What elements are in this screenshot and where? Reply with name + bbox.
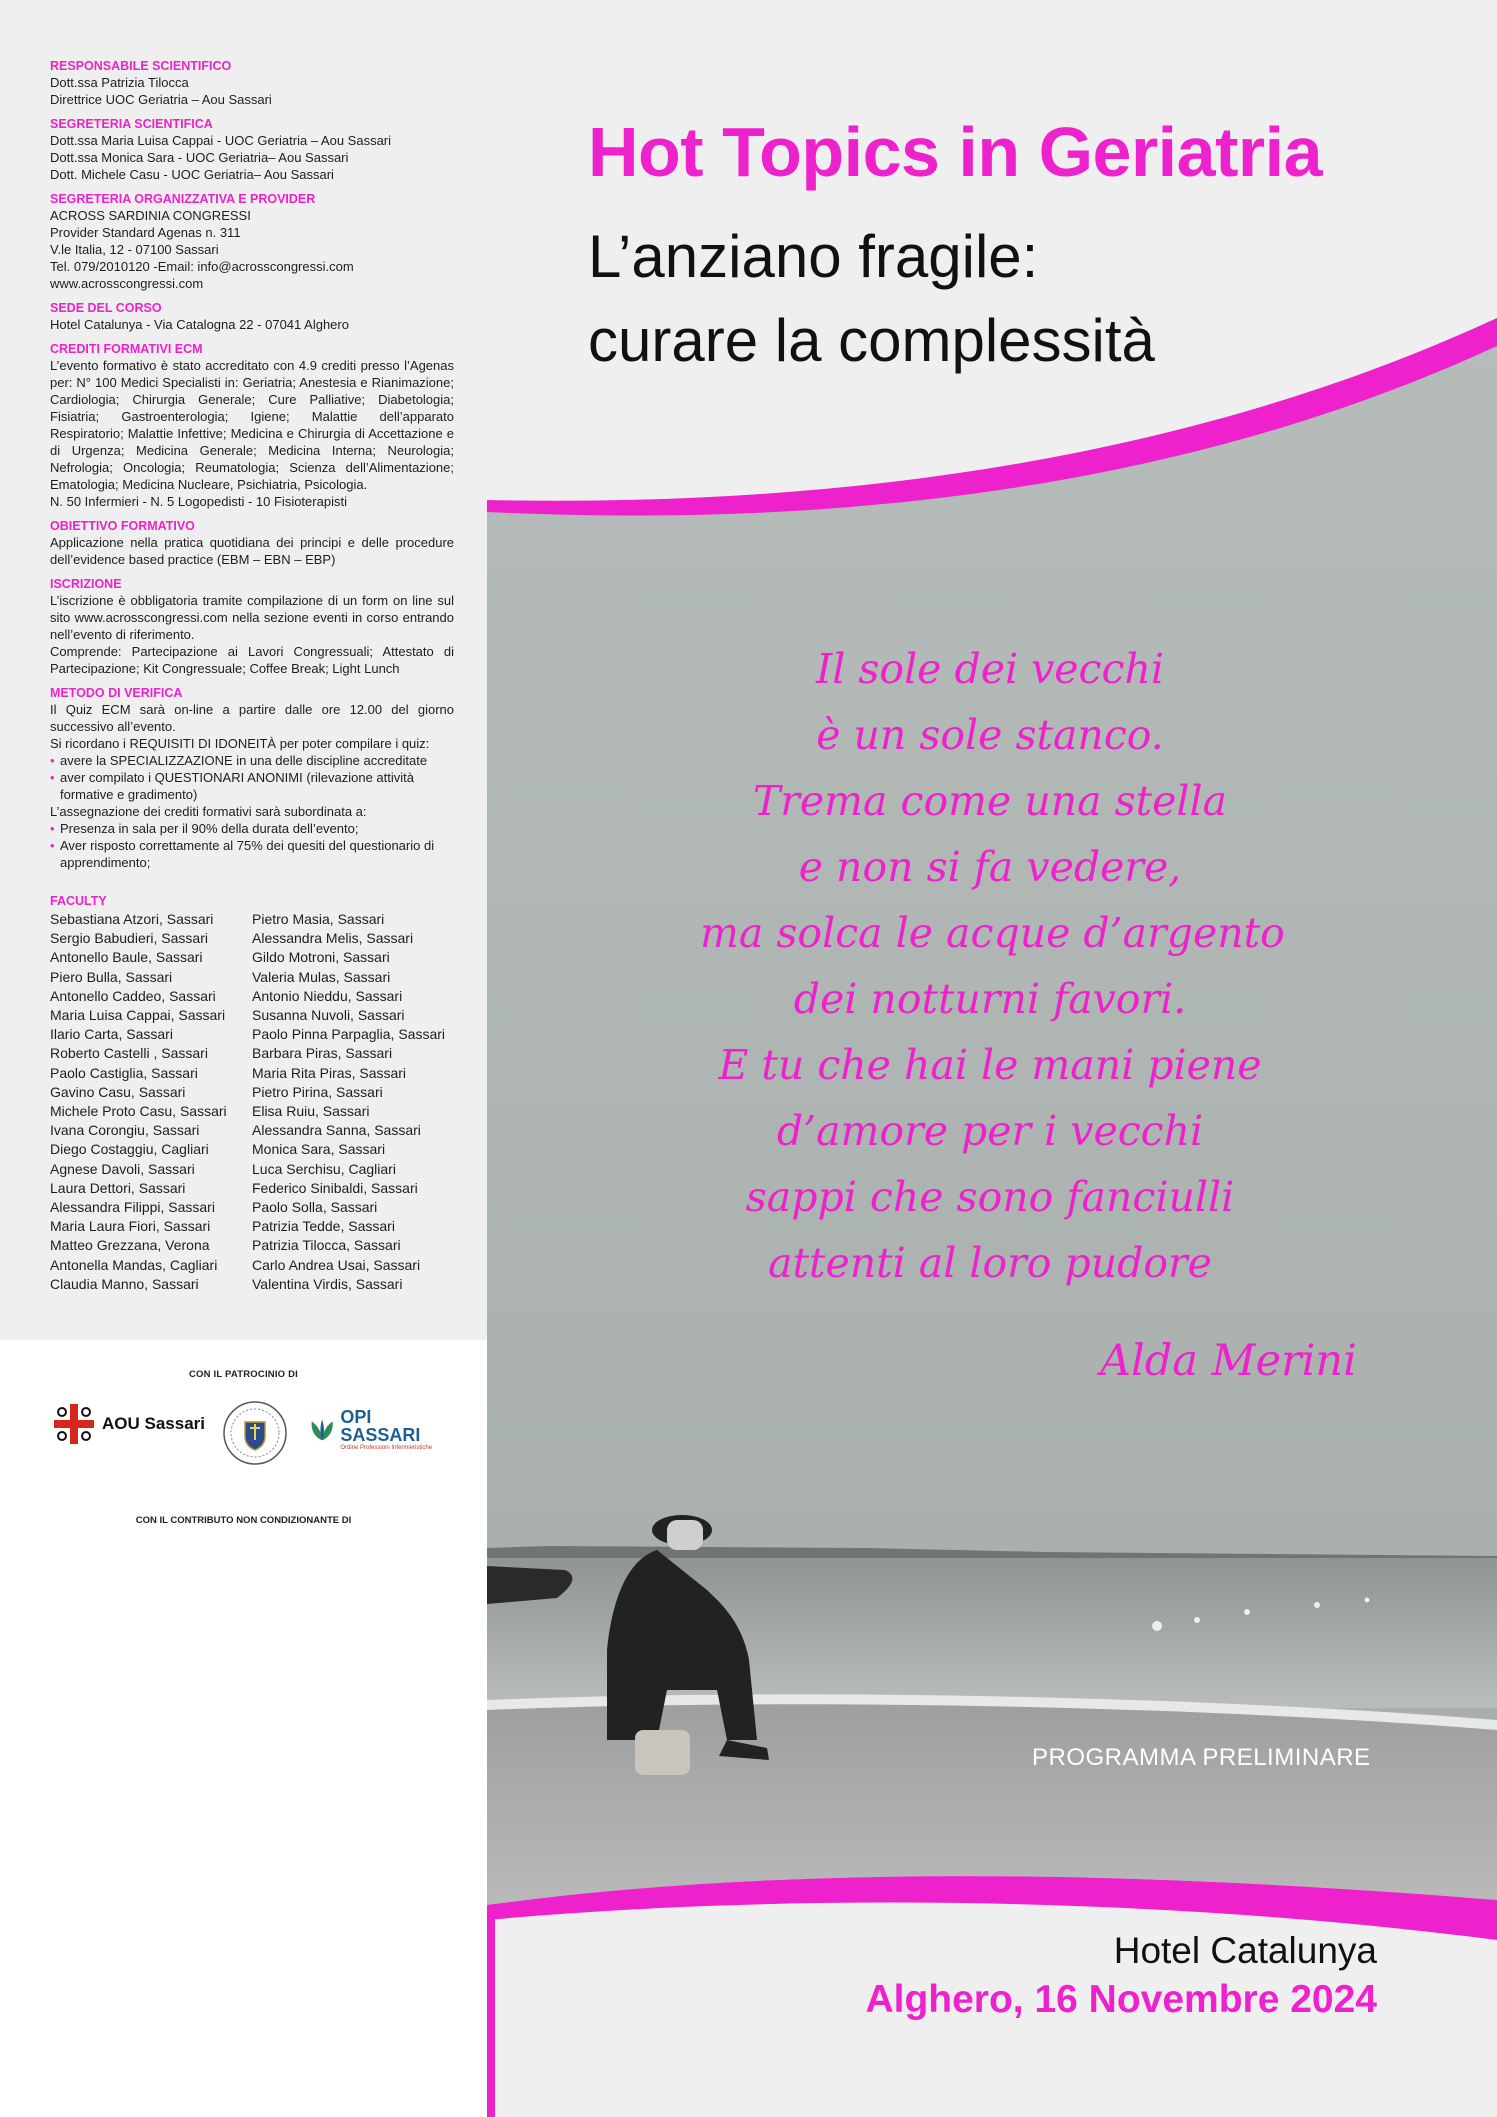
faculty-member: Elisa Ruiu, Sassari	[252, 1103, 370, 1120]
opi-logo-subtitle: Ordine Professioni Infermieristiche	[340, 1445, 433, 1451]
faculty-member: Roberto Castelli , Sassari	[50, 1045, 208, 1062]
list-item: • Presenza in sala per il 90% della durata dell’evento;	[50, 820, 454, 837]
event-subtitle	[588, 215, 1155, 383]
info-section	[50, 518, 454, 568]
list-item: • Aver risposto correttamente al 75% dei quesiti del questionario di apprendimento;	[50, 837, 454, 871]
section-title: RESPONSABILE SCIENTIFICO	[50, 59, 232, 73]
info-section	[50, 341, 454, 510]
section-title: CREDITI FORMATIVI ECM	[50, 342, 203, 356]
info-section	[50, 300, 454, 333]
opi-logo	[308, 1408, 450, 1452]
faculty-member: Luca Serchisu, Cagliari	[252, 1160, 396, 1177]
requirements-list	[50, 752, 454, 803]
section-line: L’evento formativo è stato accreditato con 4.9 crediti presso l’Agenas per: N° 100 Medici Specialisti in: Geriatria; Anestesia e Rianimazione; Cardiologia; Chirurgia Generale; Cure Palliative; Diabetologia; Fisiatria; Gastroenterologia; Igiene; Malattie dell’apparato Respiratorio; Malattie Infettive; Medicina e Chirurgia di Accettazione e di Urgenza; Medicina Generale; Medicina Interna; Neurologia; Nefrologia; Oncologia; Reumatologia; Scienza dell’Alimentazione; Ematologia; Medicina Nucleare, Psichiatria, Psicologia.	[50, 358, 454, 492]
poem-line: d’amore per i vecchi	[776, 1107, 1204, 1155]
section-title: METODO DI VERIFICA	[50, 686, 183, 700]
poem-line: e non si fa vedere,	[798, 843, 1182, 891]
contributo-label: CON IL CONTRIBUTO NON CONDIZIONANTE DI	[135, 1515, 352, 1526]
aou-logo	[50, 1400, 205, 1448]
faculty-member: Agnese Davoli, Sassari	[50, 1160, 195, 1177]
event-title: Hot Topics in Geriatria	[588, 113, 1322, 191]
faculty-member: Matteo Grezzana, Verona	[50, 1237, 210, 1254]
venue-name: Hotel Catalunya	[1113, 1930, 1377, 1971]
faculty-member: Maria Laura Fiori, Sassari	[50, 1218, 211, 1235]
section-verifica	[50, 685, 454, 871]
faculty-member: Paolo Solla, Sassari	[252, 1199, 378, 1216]
section-line: Dott. Michele Casu - UOC Geriatria– Aou Sassari	[50, 167, 334, 182]
poem-line: dei notturni favori.	[793, 975, 1187, 1023]
faculty-member: Susanna Nuvoli, Sassari	[252, 1007, 405, 1024]
info-section	[50, 116, 454, 183]
faculty-member: Gavino Casu, Sassari	[50, 1083, 186, 1100]
section-line: Comprende: Partecipazione ai Lavori Congressuali; Attestato di Partecipazione; Kit Congressuale; Coffee Break; Light Lunch	[50, 644, 454, 676]
poem-line: ma solca le acque d’argento	[700, 909, 1285, 957]
faculty-title: FACULTY	[50, 894, 107, 908]
section-line: N. 50 Infermieri - N. 5 Logopedisti - 10 Fisioterapisti	[50, 494, 347, 509]
faculty-member: Carlo Andrea Usai, Sassari	[252, 1256, 421, 1273]
list-item: • aver compilato i QUESTIONARI ANONIMI (rilevazione attività formative e gradimento)	[50, 769, 454, 803]
faculty-member: Barbara Piras, Sassari	[252, 1045, 393, 1062]
subtitle-line-2: curare la complessità	[588, 307, 1155, 374]
poem-line: sappi che sono fanciulli	[745, 1173, 1235, 1221]
faculty-member: Paolo Castiglia, Sassari	[50, 1064, 198, 1081]
faculty-member: Paolo Pinna Parpaglia, Sassari	[252, 1026, 446, 1043]
poem-line: Il sole dei vecchi	[816, 645, 1164, 693]
poem-line: E tu che hai le mani piene	[718, 1041, 1262, 1089]
section-line: Tel. 079/2010120 -Email: info@acrosscongressi.com	[50, 259, 354, 274]
faculty-member: Maria Rita Piras, Sassari	[252, 1064, 407, 1081]
patron-logos	[50, 1400, 450, 1470]
section-line: V.le Italia, 12 - 07100 Sassari	[50, 242, 219, 257]
faculty-member: Ivana Corongiu, Sassari	[50, 1122, 200, 1139]
poem-author: Alda Merini	[1100, 1336, 1357, 1386]
faculty-member: Laura Dettori, Sassari	[50, 1179, 186, 1196]
faculty-member: Alessandra Melis, Sassari	[252, 930, 414, 947]
faculty-member: Alessandra Sanna, Sassari	[252, 1122, 421, 1139]
section-title: SEDE DEL CORSO	[50, 301, 162, 315]
verifica-intro-1: Il Quiz ECM sarà on-line a partire dalle ore 12.00 del giorno successivo all’evento.	[50, 702, 454, 734]
faculty-member: Sergio Babudieri, Sassari	[50, 930, 208, 947]
faculty-member: Alessandra Filippi, Sassari	[50, 1199, 215, 1216]
info-section	[50, 191, 454, 292]
opi-logo-title: OPI SASSARI	[340, 1407, 421, 1445]
faculty-member: Gildo Motroni, Sassari	[252, 949, 390, 966]
poem-line: Trema come una stella	[752, 777, 1228, 825]
info-section	[50, 58, 454, 108]
section-line: ACROSS SARDINIA CONGRESSI	[50, 208, 251, 223]
faculty-member: Pietro Masia, Sassari	[252, 911, 385, 927]
faculty-member: Monica Sara, Sassari	[252, 1141, 386, 1158]
opi-leaf-icon	[308, 1417, 336, 1443]
faculty-member: Michele Proto Casu, Sassari	[50, 1103, 227, 1120]
section-line: www.acrosscongressi.com	[50, 276, 204, 291]
subtitle-line-1: L’anziano fragile:	[588, 223, 1039, 290]
aou-cross-icon	[50, 1400, 98, 1448]
faculty-member: Patrizia Tedde, Sassari	[252, 1218, 395, 1235]
section-line: Dott.ssa Maria Luisa Cappai - UOC Geriatria – Aou Sassari	[50, 133, 392, 148]
info-sections	[50, 58, 454, 677]
faculty-list	[50, 910, 454, 1294]
aou-logo-text: AOU Sassari	[102, 1414, 205, 1433]
faculty-member: Ilario Carta, Sassari	[50, 1026, 173, 1043]
faculty-member: Pietro Pirina, Sassari	[252, 1083, 383, 1100]
faculty-column-1	[50, 910, 252, 1294]
faculty-member: Patrizia Tilocca, Sassari	[252, 1237, 401, 1254]
list-item: • avere la SPECIALIZZAZIONE in una delle discipline accreditate	[50, 752, 454, 769]
poem-line: attenti al loro pudore	[768, 1239, 1212, 1287]
info-block	[50, 58, 454, 1294]
section-line: Dott.ssa Monica Sara - UOC Geriatria– Aou Sassari	[50, 150, 349, 165]
poem-line: è un sole stanco.	[816, 711, 1164, 759]
section-line: Applicazione nella pratica quotidiana dei principi e delle procedure dell’evidence based practice (EBM – EBN – EBP)	[50, 535, 454, 567]
order-seal-icon	[222, 1400, 288, 1466]
faculty-column-2	[252, 910, 454, 1294]
left-column	[0, 0, 487, 2117]
section-title: SEGRETERIA SCIENTIFICA	[50, 117, 213, 131]
section-line: Provider Standard Agenas n. 311	[50, 225, 241, 240]
faculty-member: Antonio Nieddu, Sassari	[252, 987, 403, 1004]
faculty-member: Antonello Caddeo, Sassari	[50, 987, 216, 1004]
info-section	[50, 576, 454, 677]
faculty-member: Antonello Baule, Sassari	[50, 949, 203, 966]
faculty-member: Antonella Mandas, Cagliari	[50, 1256, 218, 1273]
section-line: Direttrice UOC Geriatria – Aou Sassari	[50, 92, 272, 107]
faculty-member: Diego Costaggiu, Cagliari	[50, 1141, 209, 1158]
poem	[700, 636, 1285, 1296]
faculty-member: Federico Sinibaldi, Sassari	[252, 1179, 418, 1196]
verifica-mid: L’assegnazione dei crediti formativi sarà subordinata a:	[50, 804, 367, 819]
faculty-member: Sebastiana Atzori, Sassari	[50, 911, 214, 927]
section-title: OBIETTIVO FORMATIVO	[50, 519, 195, 533]
section-title: SEGRETERIA ORGANIZZATIVA E PROVIDER	[50, 192, 316, 206]
section-line: L’iscrizione è obbligatoria tramite compilazione di un form on line sul sito www.acrosscongressi.com nella sezione eventi in corso entrando nell’evento di riferimento.	[50, 593, 454, 642]
conditions-list	[50, 820, 454, 871]
program-label: PROGRAMMA PRELIMINARE	[1032, 1744, 1371, 1771]
event-date: Alghero, 16 Novembre 2024	[865, 1978, 1377, 2021]
faculty-member: Valeria Mulas, Sassari	[252, 968, 391, 985]
faculty-member: Piero Bulla, Sassari	[50, 968, 173, 985]
verifica-intro-2: Si ricordano i REQUISITI DI IDONEITÀ per poter compilare i quiz:	[50, 736, 430, 751]
section-line: Dott.ssa Patrizia Tilocca	[50, 75, 189, 90]
section-line: Hotel Catalunya - Via Catalogna 22 - 07041 Alghero	[50, 317, 349, 332]
faculty-member: Valentina Virdis, Sassari	[252, 1275, 403, 1292]
section-title: ISCRIZIONE	[50, 577, 122, 591]
faculty-member: Claudia Manno, Sassari	[50, 1275, 199, 1292]
faculty-member: Maria Luisa Cappai, Sassari	[50, 1007, 226, 1024]
patrocinio-label: CON IL PATROCINIO DI	[188, 1369, 299, 1380]
